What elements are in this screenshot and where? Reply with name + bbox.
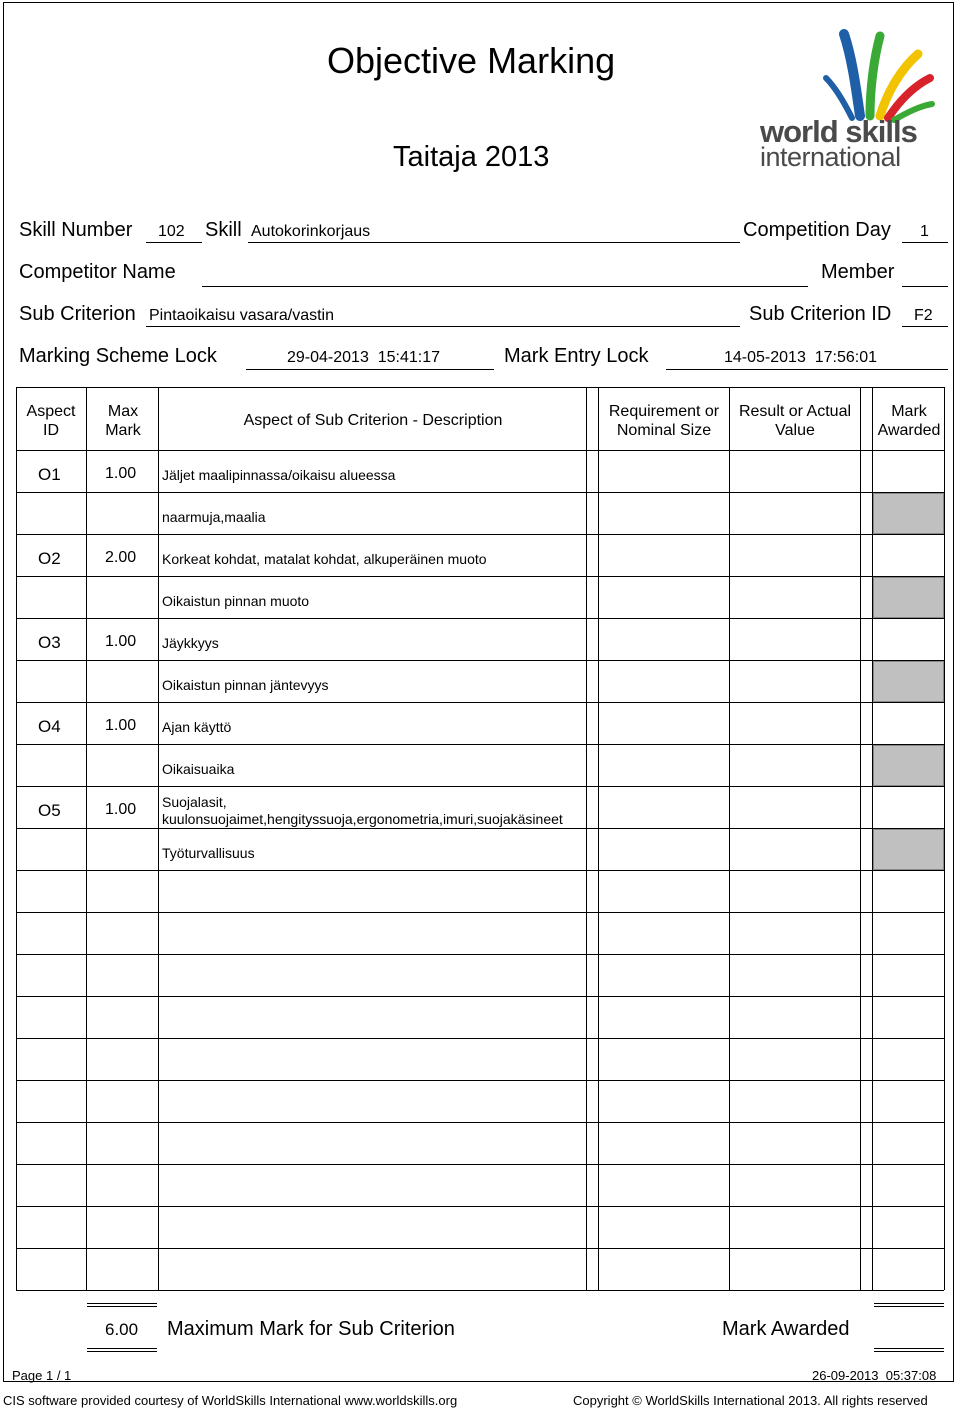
skill-number-label: Skill Number [19,219,133,241]
grid-row-line [16,1122,944,1123]
awarded-total-double-rule [874,1348,944,1352]
grid-row-line [16,954,944,955]
grid-row-line [16,996,944,997]
detail-o1: naarmuja,maalia [162,509,266,525]
description-o3: Jäykkyys [162,635,219,651]
sub-criterion-label: Sub Criterion [19,303,136,325]
description-o4: Ajan käyttö [162,719,232,735]
grid-row-line [16,1164,944,1165]
disabled-mark-cell [873,661,944,702]
grid-row-line [16,1206,944,1207]
grid-row-line [16,492,944,493]
grid-line-aspect [86,387,87,1290]
max-mark-o1: 1.00 [105,465,137,482]
mark-entry-lock-label: Mark Entry Lock [504,345,649,367]
grid-row-line [16,912,944,913]
header-requirement: Requirement or Nominal Size [608,403,720,439]
skill-underline [248,242,740,243]
description-o5: Suojalasit, kuulonsuojaimet,hengityssuoja,ergonometria,imuri,suojakäsineet [162,794,563,827]
header-result: Result or Actual Value [738,403,852,439]
header-max-mark: Max Mark [105,403,141,439]
header-description: Aspect of Sub Criterion - Description [243,412,503,429]
page-subtitle: Taitaja 2013 [393,141,550,173]
worldskills-logo [752,28,942,178]
mark-awarded-cell-o4[interactable] [873,703,943,743]
grid-row-line [16,744,944,745]
sub-criterion-id-label: Sub Criterion ID [749,303,892,325]
grid-row-line [16,576,944,577]
aspect-id-o5: O5 [38,801,61,820]
marking-scheme-lock-value: 29-04-2013 15:41:17 [287,349,441,366]
skill-label: Skill [205,219,242,241]
grid-line-desc [586,387,587,1290]
max-total-value: 6.00 [105,1320,139,1339]
sub-criterion-value: Pintaoikaisu vasara/vastin [149,307,334,324]
grid-row-line [16,786,944,787]
sub-criterion-id-value: F2 [914,307,933,324]
mark-entry-lock-underline [666,369,948,370]
mark-awarded-cell-o3[interactable] [873,619,943,659]
grid-row-line [16,450,944,451]
mark-awarded-cell-o5[interactable] [873,787,943,827]
grid-line-req-right [729,387,730,1290]
grid-row-line [16,1080,944,1081]
competitor-name-underline[interactable] [202,286,808,287]
disabled-mark-cell [873,577,944,618]
page-title: Objective Marking [327,40,616,81]
mark-awarded-cell-o1[interactable] [873,451,943,491]
aspect-id-o3: O3 [38,633,61,652]
header-mark-awarded: Mark Awarded [877,403,941,439]
detail-o3: Oikaistun pinnan jäntevyys [162,677,329,693]
detail-o5: Työturvallisuus [162,845,255,861]
description-o1: Jäljet maalipinnassa/oikaisu alueessa [162,467,396,483]
max-total-double-rule [87,1303,157,1307]
grid-row-line [16,702,944,703]
table-top-border [16,387,944,388]
printed-timestamp: 26-09-2013 05:37:08 [812,1368,937,1383]
aspect-id-o2: O2 [38,549,61,568]
skill-number-underline [146,242,202,243]
skill-number-value: 102 [158,223,185,240]
grid-row-line [16,1290,944,1291]
max-mark-o2: 2.00 [105,549,137,566]
competitor-name-label: Competitor Name [19,261,176,283]
competition-day-underline [902,242,948,243]
mark-awarded-total-label: Mark Awarded [722,1318,850,1340]
grid-row-line [16,870,944,871]
grid-line-right [944,387,945,1290]
mark-awarded-total-value[interactable] [880,1320,940,1342]
max-mark-o3: 1.00 [105,633,137,650]
max-mark-o4: 1.00 [105,717,137,734]
grid-row-line [16,618,944,619]
skill-value: Autokorinkorjaus [251,223,371,240]
grid-line-result-right [860,387,861,1290]
member-underline[interactable] [902,286,948,287]
page-number: Page 1 / 1 [12,1368,72,1383]
sub-criterion-underline [146,326,740,327]
marking-scheme-lock-label: Marking Scheme Lock [19,345,217,367]
competition-day-value: 1 [920,223,929,240]
grid-line-max [158,387,159,1290]
awarded-total-double-rule [874,1303,944,1307]
sub-criterion-id-underline [902,326,948,327]
copyright-note: Copyright © WorldSkills International 2013. All rights reserved [573,1393,928,1408]
grid-row-line [16,1248,944,1249]
grid-row-line [16,1038,944,1039]
member-label: Member [821,261,895,283]
aspect-id-o1: O1 [38,465,61,484]
grid-row-line [16,534,944,535]
grid-line-req-left [598,387,599,1290]
disabled-mark-cell [873,829,944,870]
competition-day-label: Competition Day [743,219,891,241]
courtesy-note: CIS software provided courtesy of WorldSkills International www.worldskills.org [3,1393,458,1408]
header-aspect-id: Aspect ID [26,403,76,439]
aspect-id-o4: O4 [38,717,61,736]
detail-o2: Oikaistun pinnan muoto [162,593,310,609]
logo-mark-icon [752,28,942,123]
disabled-mark-cell [873,745,944,786]
grid-row-line [16,660,944,661]
disabled-mark-cell [873,493,944,534]
max-total-label: Maximum Mark for Sub Criterion [167,1318,455,1340]
marking-scheme-lock-underline [246,369,494,370]
logo-text-top: world skills [760,114,917,149]
logo-text-bottom: international [760,142,901,172]
max-total-double-rule [87,1348,157,1352]
mark-entry-lock-value: 14-05-2013 17:56:01 [724,349,878,366]
grid-line-left [16,387,17,1290]
detail-o4: Oikaisuaika [162,761,235,777]
description-o2: Korkeat kohdat, matalat kohdat, alkuperäinen muoto [162,551,487,567]
max-mark-o5: 1.00 [105,801,137,818]
mark-awarded-cell-o2[interactable] [873,535,943,575]
grid-row-line [16,828,944,829]
